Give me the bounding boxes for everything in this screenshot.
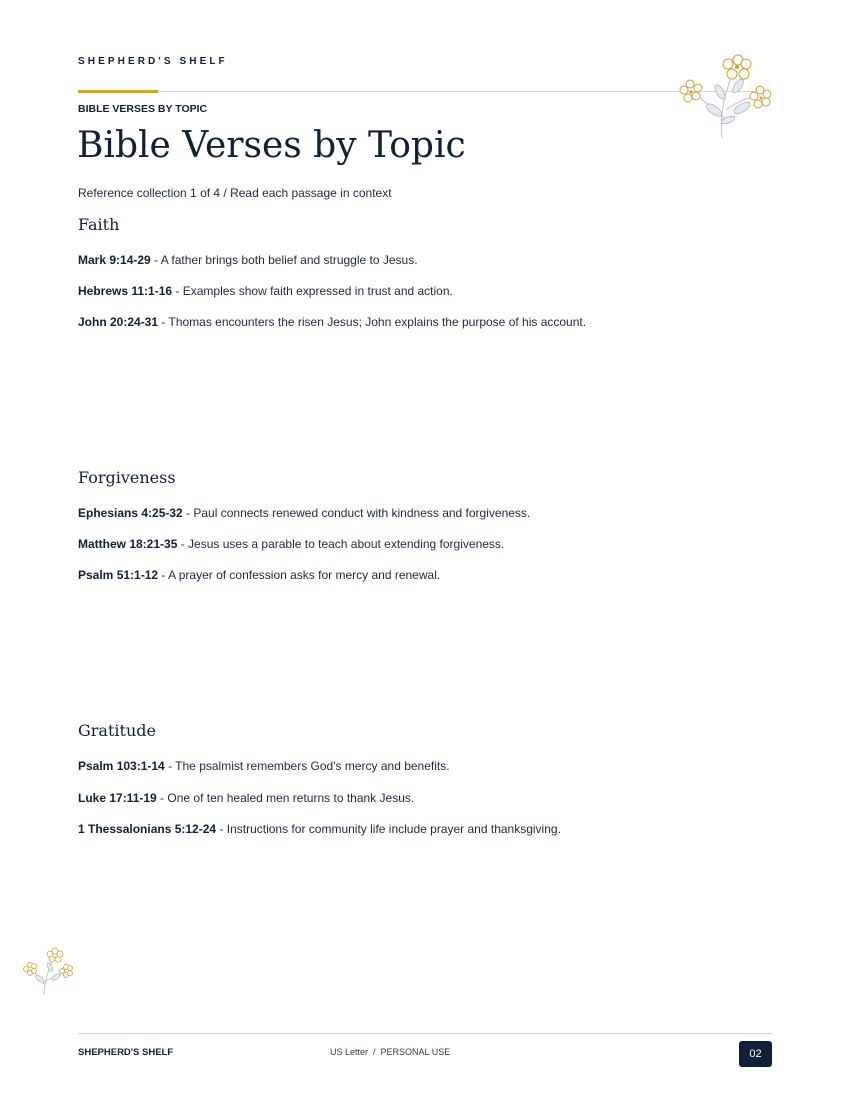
verse-reference: Luke 17:11-19 bbox=[78, 791, 157, 805]
verse-reference: Hebrews 11:1-16 bbox=[78, 284, 173, 298]
verse-item bbox=[78, 790, 414, 806]
verse-reference: Mark 9:14-29 bbox=[78, 253, 151, 267]
section-heading: Gratitude bbox=[78, 721, 156, 740]
section-heading: Forgiveness bbox=[78, 468, 176, 487]
verse-item bbox=[78, 314, 586, 330]
section-heading: Faith bbox=[78, 215, 120, 234]
verse-item bbox=[78, 252, 418, 268]
verse-reference: 1 Thessalonians 5:12-24 bbox=[78, 822, 217, 836]
verse-reference: Psalm 51:1-12 bbox=[78, 568, 159, 582]
verse-description: - Thomas encounters the risen Jesus; John explains the purpose of his account. bbox=[158, 315, 587, 329]
verse-item bbox=[78, 505, 530, 521]
brand-name: SHEPHERD'S SHELF bbox=[78, 56, 228, 67]
verse-item bbox=[78, 283, 453, 299]
verse-reference: Matthew 18:21-35 bbox=[78, 537, 178, 551]
verse-description: - Instructions for community life include prayer and thanksgiving. bbox=[216, 822, 561, 836]
verse-description: - A father brings both belief and struggle to Jesus. bbox=[150, 253, 418, 267]
verse-description: - Examples show faith expressed in trust and action. bbox=[172, 284, 453, 298]
page-number-badge: 02 bbox=[739, 1041, 772, 1067]
verse-item bbox=[78, 536, 504, 552]
verse-description: - One of ten healed men returns to thank Jesus. bbox=[156, 791, 415, 805]
floral-sprig-icon bbox=[22, 945, 78, 997]
footer-rule bbox=[78, 1033, 772, 1034]
verse-description: - The psalmist remembers God's mercy and benefits. bbox=[164, 759, 450, 773]
footer-format-label: US Letter / PERSONAL USE bbox=[330, 1047, 451, 1057]
verse-reference: Psalm 103:1-14 bbox=[78, 759, 165, 773]
verse-reference: John 20:24-31 bbox=[78, 315, 159, 329]
verse-item bbox=[78, 758, 450, 774]
eyebrow-label: BIBLE VERSES BY TOPIC bbox=[78, 103, 208, 115]
header-rule bbox=[78, 91, 768, 92]
header-accent-rule bbox=[78, 90, 158, 93]
verse-description: - A prayer of confession asks for mercy and renewal. bbox=[158, 568, 441, 582]
floral-sprig-icon bbox=[676, 48, 776, 140]
verse-reference: Ephesians 4:25-32 bbox=[78, 506, 183, 520]
section-gratitude bbox=[78, 721, 778, 836]
page-subtitle: Reference collection 1 of 4 / Read each passage in context bbox=[78, 186, 392, 200]
verse-description: - Jesus uses a parable to teach about extending forgiveness. bbox=[177, 537, 505, 551]
verse-item bbox=[78, 567, 440, 583]
page-title: Bible Verses by Topic bbox=[77, 125, 466, 166]
verse-description: - Paul connects renewed conduct with kindness and forgiveness. bbox=[182, 506, 531, 520]
footer-brand: SHEPHERD'S SHELF bbox=[78, 1047, 174, 1058]
verse-item bbox=[78, 821, 561, 837]
section-faith bbox=[78, 215, 778, 329]
section-forgiveness bbox=[78, 468, 778, 582]
